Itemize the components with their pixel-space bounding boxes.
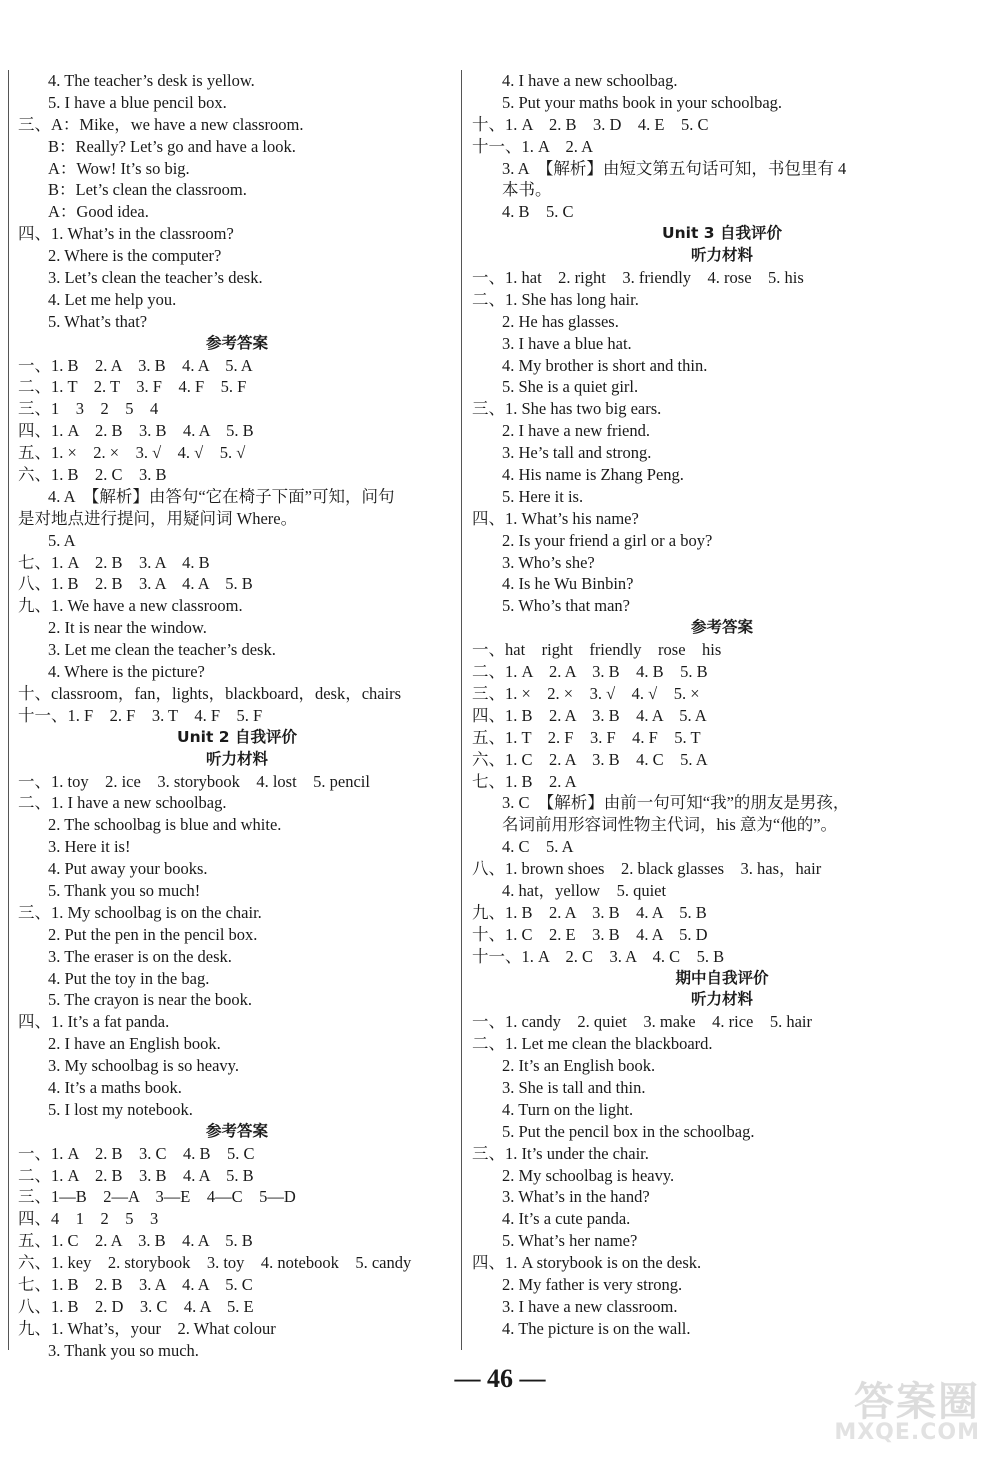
text-line: 3. Here it is! [48,837,131,857]
text-line: 十一、1. A 2. A [472,136,594,156]
text-line: 4. The picture is on the wall. [502,1318,691,1338]
text-line: 九、1. What’s，your 2. What colour [18,1318,276,1338]
text-line: 5. She is a quiet girl. [502,377,639,397]
text-line: 3. A 【解析】由短文第五句话可知，书包里有 4 [502,158,847,178]
text-line: 4. Put away your books. [48,859,208,879]
text-line: 二、1. I have a new schoolbag. [18,793,227,813]
text-line: 八、1. B 2. B 3. A 4. A 5. B [18,574,253,594]
text-line: 4. B 5. C [502,202,574,222]
text-line: 4. Is he Wu Binbin? [502,574,634,594]
text-line: 本书。 [502,180,552,200]
text-line: 一、hat right friendly rose his [472,640,722,660]
text-line: 三、A：Mike，we have a new classroom. [18,114,304,134]
text-line: 五、1. × 2. × 3. √ 4. √ 5. √ [18,443,246,463]
text-line: A：Wow! It’s so big. [48,158,190,178]
page-number: — 46 — [454,1364,546,1393]
text-line: 3. Let me clean the teacher’s desk. [48,640,276,660]
text-line: 2. I have a new friend. [502,421,650,441]
text-line: 3. Thank you so much. [48,1340,199,1360]
left-margin-rule [8,70,9,1350]
text-line: 5. Put the pencil box in the schoolbag. [502,1121,755,1141]
text-line: 2. The schoolbag is blue and white. [48,815,282,835]
text-line: 2. My schoolbag is heavy. [502,1165,675,1185]
text-line: 三、1. She has two big ears. [472,399,662,419]
text-line: 六、1. key 2. storybook 3. toy 4. notebook 5. candy [18,1253,412,1273]
text-line: 4. C 5. A [502,837,574,857]
text-line: 二、1. Let me clean the blackboard. [472,1034,713,1054]
text-line: 三、1. × 2. × 3. √ 4. √ 5. × [472,683,700,703]
text-line: 四、1. A storybook is on the desk. [472,1253,702,1273]
text-line: 2. My father is very strong. [502,1274,683,1294]
text-line: 2. It is near the window. [48,618,207,638]
text-line: 4. The teacher’s desk is yellow. [48,71,255,90]
text-line: 4. It’s a maths book. [48,1077,182,1097]
text-line: 一、1. A 2. B 3. C 4. B 5. C [18,1143,255,1163]
text-line: 3. He’s tall and strong. [502,443,652,463]
text-line: 六、1. B 2. C 3. B [18,465,167,485]
text-line: 七、1. B 2. A [472,771,577,791]
watermark [834,1370,980,1450]
text-line: 2. Put the pen in the pencil box. [48,924,258,944]
text-line: 5. Put your maths book in your schoolbag. [502,92,783,112]
text-line: 3. Let’s clean the teacher’s desk. [48,268,263,288]
text-line: 五、1. T 2. F 3. F 4. F 5. T [472,727,701,747]
section-heading: 听力材料 [690,990,753,1009]
text-line: 四、1. A 2. B 3. B 4. A 5. B [18,421,254,441]
text-line: 4. My brother is short and thin. [502,355,708,375]
text-line: 3. What’s in the hand? [502,1187,650,1207]
text-line: 十一、1. A 2. C 3. A 4. C 5. B [472,946,725,966]
section-heading: Unit 3 自我评价 [662,224,782,243]
text-line: 2. It’s an English book. [502,1056,656,1076]
section-heading: 期中自我评价 [675,968,769,987]
text-line: 四、4 1 2 5 3 [18,1209,159,1229]
text-line: 4. A 【解析】由答句“它在椅子下面”可知，问句 [48,486,395,506]
left-column [18,70,456,1362]
section-heading: Unit 2 自我评价 [177,727,297,746]
text-line: 5. What’s her name? [502,1231,638,1251]
text-line: 四、1. It’s a fat panda. [18,1012,170,1032]
text-line: 5. What’s that? [48,311,148,331]
text-line: 四、1. What’s his name? [472,508,639,528]
text-line: 三、1—B 2—A 3—E 4—C 5—D [18,1187,296,1207]
text-line: 5. A [48,530,76,550]
text-line: B：Really? Let’s go and have a look. [48,136,296,156]
text-line: 3. She is tall and thin. [502,1077,646,1097]
text-line: 三、1. It’s under the chair. [472,1143,649,1163]
text-line: 九、1. B 2. A 3. B 4. A 5. B [472,902,707,922]
section-heading: 参考答案 [205,333,268,352]
text-line: 4. His name is Zhang Peng. [502,465,684,485]
text-line: 九、1. We have a new classroom. [18,596,243,616]
text-line: 七、1. B 2. B 3. A 4. A 5. C [18,1274,253,1294]
text-line: 5. I have a blue pencil box. [48,92,227,112]
watermark-logo: 答案圈 [854,1379,980,1425]
text-line: 5. Thank you so much! [48,880,201,900]
text-line: 十一、1. F 2. F 3. T 4. F 5. F [18,705,263,725]
text-line: 七、1. A 2. B 3. A 4. B [18,552,210,572]
text-line: 5. The crayon is near the book. [48,990,253,1010]
text-line: 八、1. brown shoes 2. black glasses 3. has，hair [472,859,822,879]
text-line: 3. Who’s she? [502,552,595,572]
text-line: 2. I have an English book. [48,1034,221,1054]
text-line: 4. Where is the picture? [48,662,205,682]
text-line: 名词前用形容词性物主代词，his 意为“他的”。 [502,815,838,835]
text-line: 二、1. A 2. B 3. B 4. A 5. B [18,1165,254,1185]
text-line: 四、1. B 2. A 3. B 4. A 5. A [472,705,707,725]
text-line: 2. Is your friend a girl or a boy? [502,530,713,550]
text-line: 3. My schoolbag is so heavy. [48,1056,239,1076]
text-line: 三、1 3 2 5 4 [18,399,159,419]
text-line: 3. I have a blue hat. [502,333,632,353]
text-line: 十、1. A 2. B 3. D 4. E 5. C [472,114,709,134]
text-line: 3. I have a new classroom. [502,1296,678,1316]
text-line: B：Let’s clean the classroom. [48,180,247,200]
section-heading: 听力材料 [690,246,753,265]
text-line: 5. Who’s that man? [502,596,631,616]
section-heading: 参考答案 [690,618,753,637]
text-line: 一、1. B 2. A 3. B 4. A 5. A [18,355,253,375]
text-line: 3. The eraser is on the desk. [48,946,232,966]
text-line: 四、1. What’s in the classroom? [18,224,234,244]
watermark-url: MXQE.COM [834,1420,980,1445]
text-line: 一、1. toy 2. ice 3. storybook 4. lost 5. pencil [18,771,370,791]
text-line: 二、1. She has long hair. [472,289,639,309]
text-line: 4. Put the toy in the bag. [48,968,210,988]
text-line: 4. Turn on the light. [502,1099,634,1119]
text-line: 5. Here it is. [502,486,584,506]
text-line: A：Good idea. [48,202,149,222]
text-line: 是对地点进行提问，用疑问词 Where。 [18,508,298,528]
text-line: 2. He has glasses. [502,311,619,331]
text-line: 五、1. C 2. A 3. B 4. A 5. B [18,1231,253,1251]
text-line: 4. hat，yellow 5. quiet [502,880,667,900]
text-line: 六、1. C 2. A 3. B 4. C 5. A [472,749,708,769]
column-divider [461,70,462,1350]
text-line: 二、1. A 2. A 3. B 4. B 5. B [472,662,708,682]
text-line: 十、classroom，fan，lights，blackboard，desk，chairs [18,683,402,703]
text-line: 4. I have a new schoolbag. [502,71,678,90]
text-line: 一、1. candy 2. quiet 3. make 4. rice 5. hair [472,1012,812,1032]
section-heading: 听力材料 [205,749,268,768]
text-line: 3. C 【解析】由前一句可知“我”的朋友是男孩， [502,793,850,813]
text-line: 二、1. T 2. T 3. F 4. F 5. F [18,377,247,397]
text-line: 一、1. hat 2. right 3. friendly 4. rose 5. his [472,268,804,288]
text-line: 5. I lost my notebook. [48,1099,193,1119]
text-line: 十、1. C 2. E 3. B 4. A 5. D [472,924,708,944]
text-line: 三、1. My schoolbag is on the chair. [18,902,262,922]
text-line: 八、1. B 2. D 3. C 4. A 5. E [18,1296,254,1316]
text-line: 4. Let me help you. [48,289,177,309]
text-line: 2. Where is the computer? [48,246,222,266]
right-column [472,70,972,1340]
section-heading: 参考答案 [205,1121,268,1140]
text-line: 4. It’s a cute panda. [502,1209,631,1229]
